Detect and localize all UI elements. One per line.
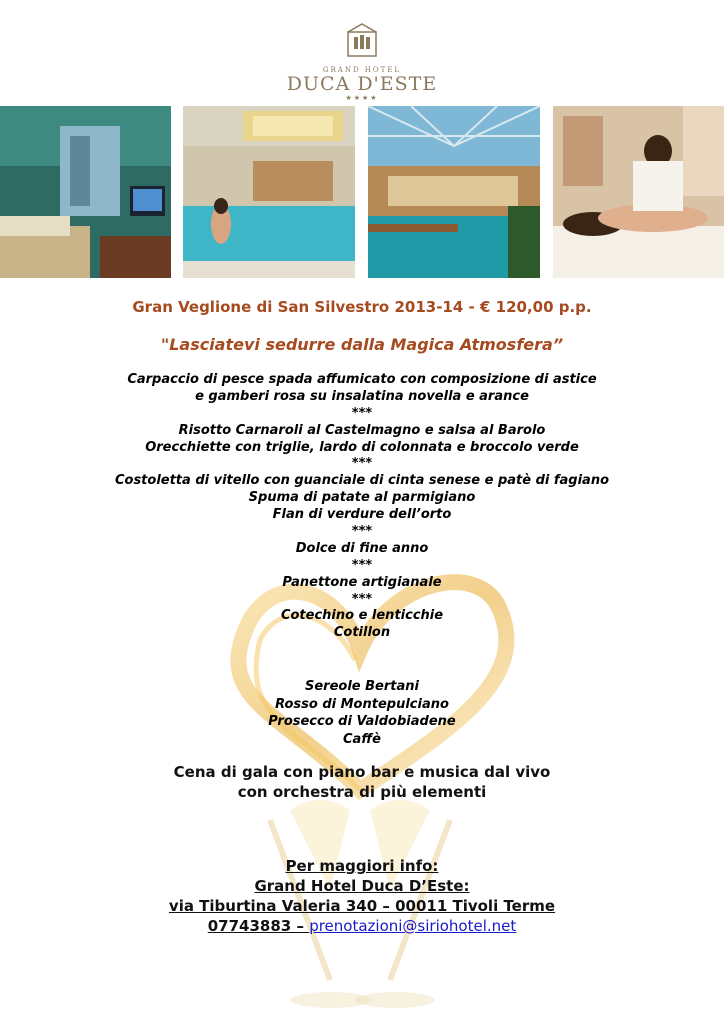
wine-line: Prosecco di Valdobiadene [268, 714, 456, 730]
menu-separator: *** [351, 524, 373, 540]
menu-line: Dolce di fine anno [295, 540, 429, 556]
gala-line-1: Cena di gala con piano bar e musica dal vivo [173, 763, 551, 781]
logo-name: DUCA D'ESTE [286, 73, 438, 95]
menu-line: Spuma di patate al parmigiano [248, 490, 476, 506]
menu-separator: *** [351, 557, 373, 573]
wine-line: Sereole Bertani [305, 679, 419, 694]
indoor-pool-photo [368, 106, 540, 278]
menu-line: Orecchiette con triglie, lardo di colonnata e broccolo verde [145, 439, 579, 455]
menu-line: Costoletta di vitello con guanciale di cinta senese e patè di fagiano [114, 473, 610, 489]
event-title: Gran Veglione di San Silvestro 2013-14 - € 120,00 p.p. [132, 298, 592, 316]
email-link[interactable]: prenotazioni@siriohotel.net [309, 917, 517, 935]
menu-line: Cotechino e lenticchie [280, 608, 444, 624]
room-photo [0, 106, 171, 278]
pool-photo [183, 106, 355, 278]
menu-line: Carpaccio di pesce spada affumicato con composizione di astice [127, 372, 597, 387]
menu-separator: *** [351, 456, 373, 472]
menu-line: Cotillon [333, 625, 391, 641]
menu-line: Flan di verdure dell’orto [272, 507, 452, 523]
contact-info [0, 856, 724, 936]
info-address: via Tiburtina Valeria 340 – 00011 Tivoli Terme [168, 897, 556, 915]
logo-subtitle: GRAND HOTEL [322, 66, 402, 74]
gala-description [0, 762, 724, 802]
wine-line: Caffè [343, 731, 381, 747]
hotel-logo [0, 22, 724, 103]
wine-line: Rosso di Montepulciano [275, 696, 449, 712]
crest-icon [345, 22, 379, 58]
menu-line: Risotto Carnaroli al Castelmagno e salsa al Barolo [178, 422, 546, 438]
logo-stars: ★★★★ [345, 94, 379, 102]
menu-line: Panettone artigianale [282, 574, 442, 590]
wine-list [0, 678, 724, 748]
menu-list [0, 372, 724, 642]
gala-line-2: con orchestra di più elementi [237, 783, 487, 801]
spa-massage-photo [553, 106, 724, 278]
info-heading: Per maggiori info: [285, 857, 439, 875]
info-contacts [0, 916, 724, 936]
info-hotel: Grand Hotel Duca D’Este: [254, 877, 470, 895]
menu-line: e gamberi rosa su insalatina novella e arance [195, 388, 529, 404]
menu-separator: *** [351, 405, 373, 421]
event-slogan: "Lasciatevi sedurre dalla Magica Atmosfera” [160, 335, 564, 354]
menu-separator: *** [351, 591, 373, 607]
info-phone: 07743883 – [207, 917, 310, 935]
